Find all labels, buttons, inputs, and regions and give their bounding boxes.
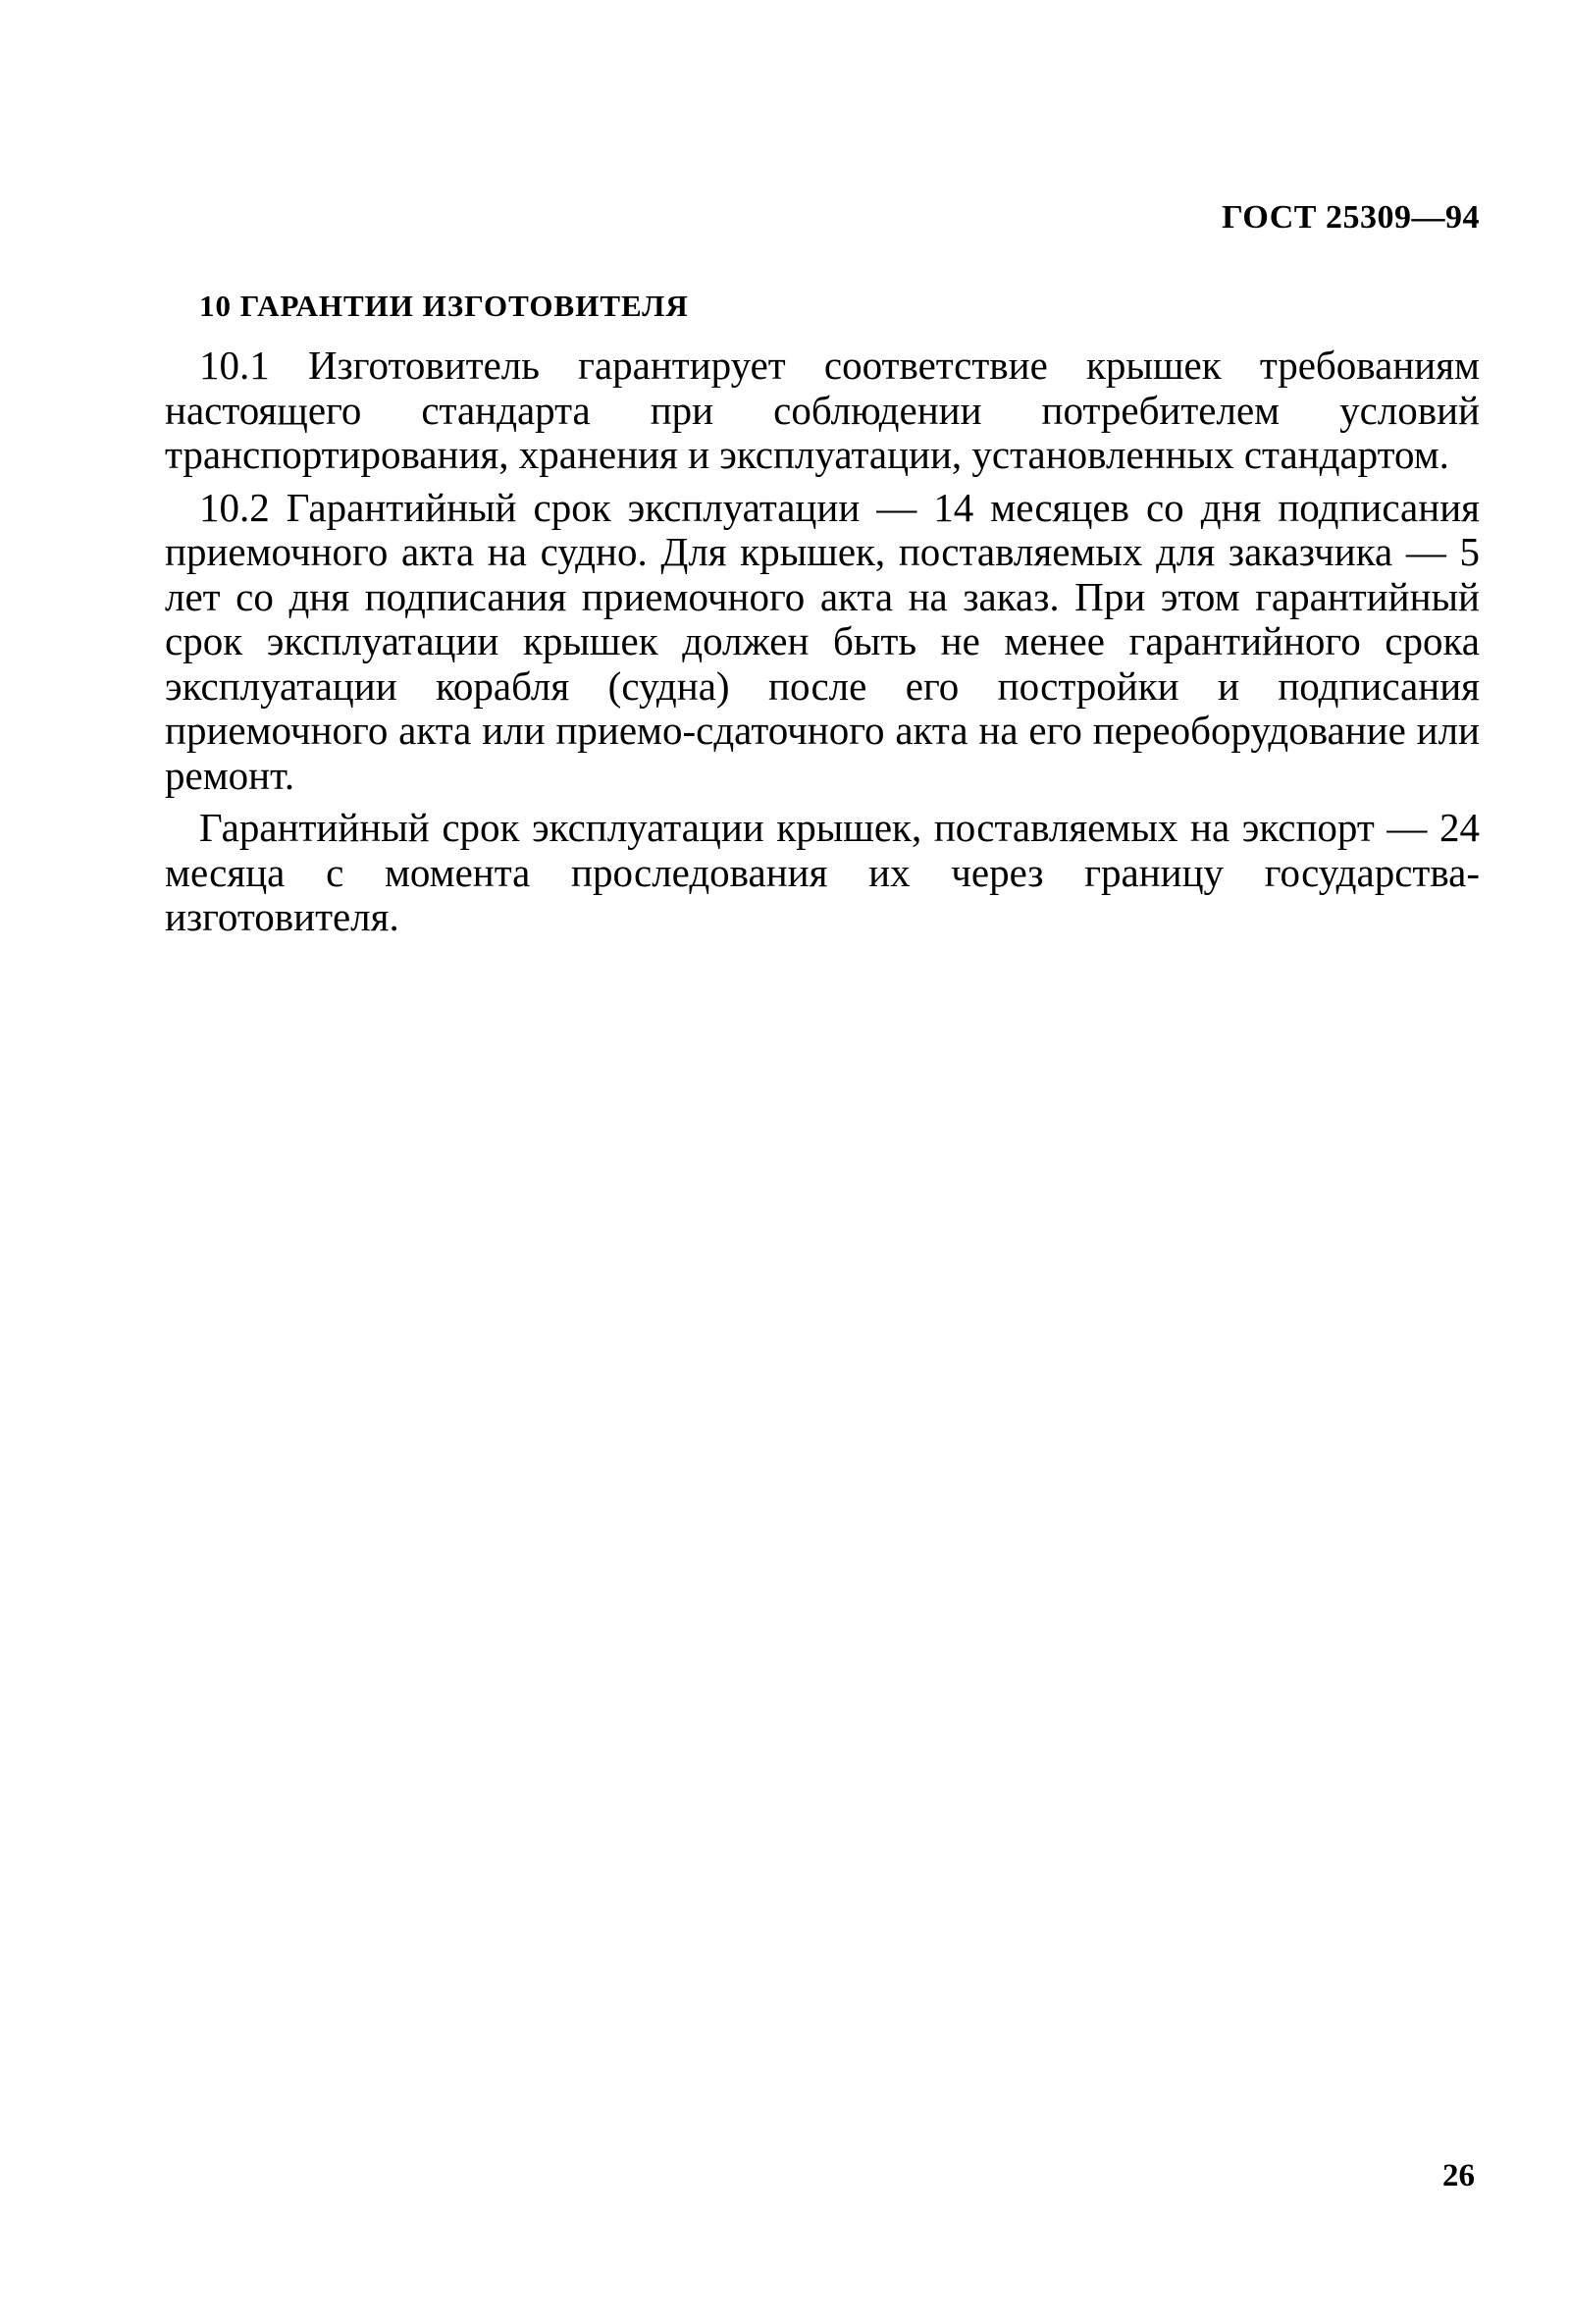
document-code: ГОСТ 25309—94 — [1222, 199, 1480, 236]
page-number: 26 — [1442, 2158, 1475, 2193]
paragraph-export-warranty: Гарантийный срок эксплуатации крышек, поставляемых на экспорт — 24 месяца с момента проследования их через границу государства-изготовителя. — [165, 805, 1480, 939]
section-heading: 10 ГАРАНТИИ ИЗГОТОВИТЕЛЯ — [199, 289, 689, 323]
paragraph-10-1: 10.1 Изготовитель гарантирует соответствие крышек требованиям настоящего стандарта при соблюдении потребителем условий транспортирования, хранения и эксплуатации, установленных стандартом. — [165, 343, 1480, 477]
section-body — [165, 343, 1480, 940]
paragraph-10-2: 10.2 Гарантийный срок эксплуатации — 14 месяцев со дня подписания приемочного акта на судно. Для крышек, поставляемых для заказчика — 5 лет со дня подписания приемочного акта на заказ. При этом гарантийный срок эксплуатации крышек должен быть не менее гарантийного срока эксплуатации корабля (судна) после его постройки и подписания приемочного акта или приемо-сдаточного акта на его переоборудование или ремонт. — [165, 484, 1480, 798]
